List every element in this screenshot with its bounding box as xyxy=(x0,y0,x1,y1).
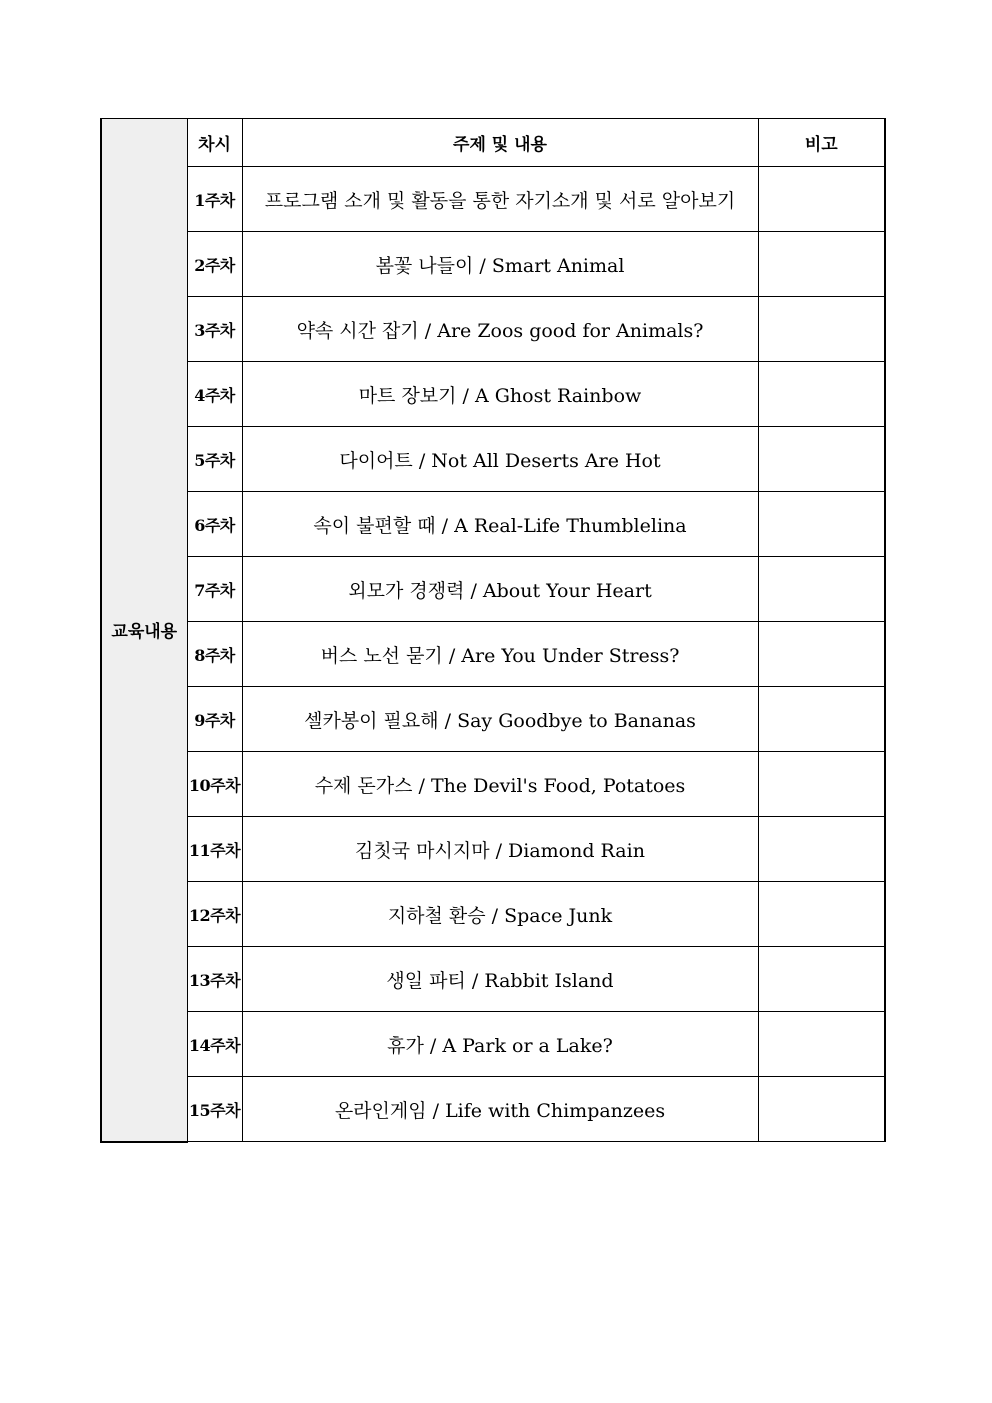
topic-cell: 봄꽃 나들이 / Smart Animal xyxy=(242,232,758,297)
table-row xyxy=(101,492,885,557)
week-cell: 2주차 xyxy=(187,232,242,297)
note-cell xyxy=(758,427,885,492)
table-row xyxy=(101,427,885,492)
week-cell: 4주차 xyxy=(187,362,242,427)
topic-cell: 휴가 / A Park or a Lake? xyxy=(242,1012,758,1077)
note-cell xyxy=(758,362,885,427)
week-cell: 7주차 xyxy=(187,557,242,622)
table-row xyxy=(101,232,885,297)
topic-cell: 마트 장보기 / A Ghost Rainbow xyxy=(242,362,758,427)
note-cell xyxy=(758,297,885,362)
note-cell xyxy=(758,1077,885,1142)
topic-cell: 온라인게임 / Life with Chimpanzees xyxy=(242,1077,758,1142)
topic-cell: 속이 불편할 때 / A Real-Life Thumblelina xyxy=(242,492,758,557)
topic-cell: 프로그램 소개 및 활동을 통한 자기소개 및 서로 알아보기 xyxy=(242,167,758,232)
note-cell xyxy=(758,167,885,232)
topic-cell: 다이어트 / Not All Deserts Are Hot xyxy=(242,427,758,492)
note-cell xyxy=(758,557,885,622)
curriculum-table xyxy=(100,118,886,1143)
header-topic: 주제 및 내용 xyxy=(242,119,758,167)
table-row xyxy=(101,947,885,1012)
note-cell xyxy=(758,817,885,882)
section-label-cell: 교육내용 xyxy=(101,119,187,1142)
note-cell xyxy=(758,687,885,752)
table-row xyxy=(101,882,885,947)
note-cell xyxy=(758,492,885,557)
table-row xyxy=(101,167,885,232)
week-cell: 15주차 xyxy=(187,1077,242,1142)
table-row xyxy=(101,817,885,882)
week-cell: 11주차 xyxy=(187,817,242,882)
week-cell: 6주차 xyxy=(187,492,242,557)
table-row xyxy=(101,557,885,622)
week-cell: 12주차 xyxy=(187,882,242,947)
topic-cell: 지하철 환승 / Space Junk xyxy=(242,882,758,947)
table-row xyxy=(101,752,885,817)
topic-cell: 김칫국 마시지마 / Diamond Rain xyxy=(242,817,758,882)
topic-cell: 생일 파티 / Rabbit Island xyxy=(242,947,758,1012)
week-cell: 5주차 xyxy=(187,427,242,492)
week-cell: 9주차 xyxy=(187,687,242,752)
week-cell: 3주차 xyxy=(187,297,242,362)
table-row xyxy=(101,1077,885,1142)
table-row xyxy=(101,687,885,752)
table-row xyxy=(101,297,885,362)
table-row xyxy=(101,362,885,427)
table-header-row xyxy=(101,119,885,167)
topic-cell: 버스 노선 묻기 / Are You Under Stress? xyxy=(242,622,758,687)
topic-cell: 약속 시간 잡기 / Are Zoos good for Animals? xyxy=(242,297,758,362)
week-cell: 1주차 xyxy=(187,167,242,232)
topic-cell: 셀카봉이 필요해 / Say Goodbye to Bananas xyxy=(242,687,758,752)
week-cell: 14주차 xyxy=(187,1012,242,1077)
note-cell xyxy=(758,947,885,1012)
note-cell xyxy=(758,1012,885,1077)
week-cell: 8주차 xyxy=(187,622,242,687)
table-row xyxy=(101,622,885,687)
note-cell xyxy=(758,752,885,817)
note-cell xyxy=(758,882,885,947)
note-cell xyxy=(758,232,885,297)
week-cell: 13주차 xyxy=(187,947,242,1012)
header-week: 차시 xyxy=(187,119,242,167)
topic-cell: 외모가 경쟁력 / About Your Heart xyxy=(242,557,758,622)
table-row xyxy=(101,1012,885,1077)
header-note: 비고 xyxy=(758,119,885,167)
topic-cell: 수제 돈가스 / The Devil's Food, Potatoes xyxy=(242,752,758,817)
week-cell: 10주차 xyxy=(187,752,242,817)
note-cell xyxy=(758,622,885,687)
